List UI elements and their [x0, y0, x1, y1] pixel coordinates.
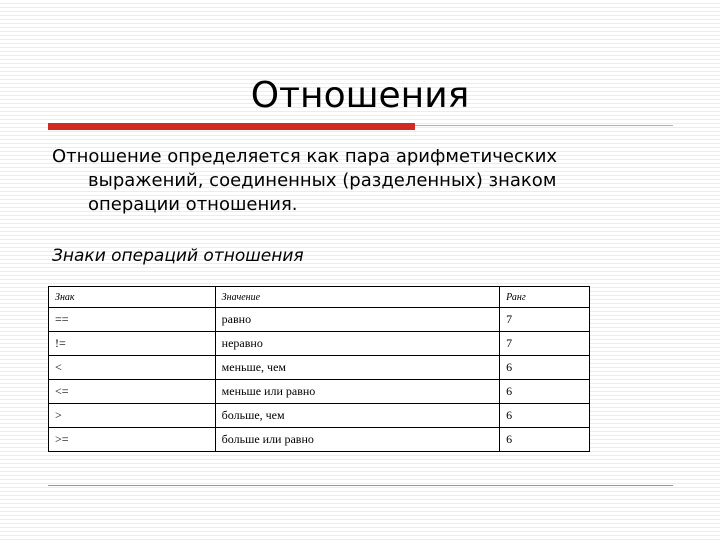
cell-rank: 6	[500, 404, 590, 428]
definition-line-2: выражений, соединенных (разделенных) знаком	[88, 170, 557, 191]
definition-line-3: операции отношения.	[88, 194, 298, 215]
title-underline	[415, 125, 673, 126]
cell-sign: <=	[49, 380, 216, 404]
definition-line-1: Отношение определяется как пара арифметических	[52, 146, 558, 167]
cell-meaning: равно	[215, 308, 499, 332]
header-meaning: Значение	[215, 287, 499, 308]
relational-operators-table	[48, 286, 590, 452]
table-row	[49, 404, 590, 428]
table-caption: Знаки операций отношения	[52, 246, 304, 266]
cell-meaning: меньше или равно	[215, 380, 499, 404]
cell-meaning: неравно	[215, 332, 499, 356]
cell-meaning: меньше, чем	[215, 356, 499, 380]
table-row	[49, 356, 590, 380]
header-rank: Ранг	[500, 287, 590, 308]
table-row	[49, 428, 590, 452]
slide-title	[0, 72, 720, 120]
slide-title-text: Отношения	[250, 75, 470, 116]
cell-meaning: больше или равно	[215, 428, 499, 452]
cell-sign: !=	[49, 332, 216, 356]
cell-sign: >=	[49, 428, 216, 452]
table-row	[49, 308, 590, 332]
header-sign: Знак	[49, 287, 216, 308]
cell-sign: <	[49, 356, 216, 380]
cell-sign: >	[49, 404, 216, 428]
cell-rank: 6	[500, 428, 590, 452]
table-header-row	[49, 287, 590, 308]
table-row	[49, 380, 590, 404]
title-accent-bar	[48, 123, 415, 130]
cell-rank: 7	[500, 308, 590, 332]
definition-paragraph	[52, 145, 672, 217]
cell-rank: 7	[500, 332, 590, 356]
cell-sign: ==	[49, 308, 216, 332]
cell-meaning: больше, чем	[215, 404, 499, 428]
table-row	[49, 332, 590, 356]
cell-rank: 6	[500, 356, 590, 380]
footer-rule	[48, 485, 673, 486]
cell-rank: 6	[500, 380, 590, 404]
